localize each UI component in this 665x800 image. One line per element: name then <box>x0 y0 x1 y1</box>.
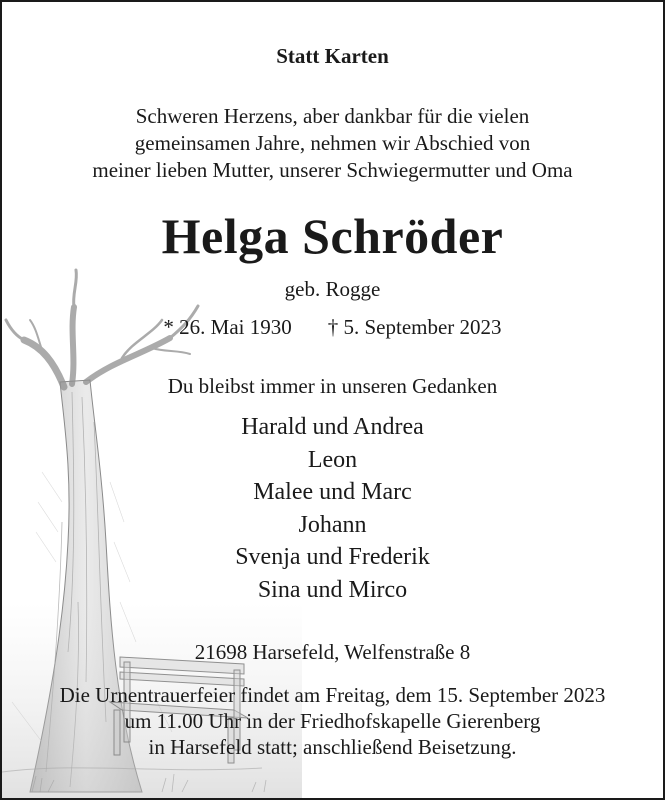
intro-text <box>2 103 663 184</box>
birth-date: * 26. Mai 1930 <box>163 315 292 339</box>
maiden-name: geb. Rogge <box>284 277 381 301</box>
obituary-text <box>2 2 663 798</box>
mourner-entry: Svenja und Frederik <box>235 544 430 570</box>
intro-line: meiner lieben Mutter, unserer Schwiegermutter und Oma <box>92 158 573 182</box>
intro-line: gemeinsamen Jahre, nehmen wir Abschied von <box>134 131 531 155</box>
life-dates <box>2 315 663 340</box>
mourner-entry: Johann <box>298 511 367 538</box>
heading: Statt Karten <box>276 44 389 68</box>
service-line: in Harsefeld statt; anschließend Beisetzung. <box>148 735 517 759</box>
service-line: Die Urnentrauerfeier findet am Freitag, dem 15. September 2023 <box>59 683 606 707</box>
deceased-name: Helga Schröder <box>161 208 504 264</box>
death-date: † 5. September 2023 <box>327 315 502 339</box>
mourner-entry: Malee und Marc <box>253 479 412 505</box>
intro-line: Schweren Herzens, aber dankbar für die vielen <box>135 104 530 128</box>
mourner-entry: Harald und Andrea <box>241 414 424 440</box>
motto: Du bleibst immer in unseren Gedanken <box>167 374 498 398</box>
mourner-entry: Sina und Mirco <box>257 576 408 603</box>
service-info <box>2 682 663 760</box>
address: 21698 Harsefeld, Welfenstraße 8 <box>194 640 471 664</box>
mourners-list <box>2 411 663 606</box>
mourner-entry: Leon <box>307 446 358 473</box>
service-line: um 11.00 Uhr in der Friedhofskapelle Gierenberg <box>124 709 541 733</box>
